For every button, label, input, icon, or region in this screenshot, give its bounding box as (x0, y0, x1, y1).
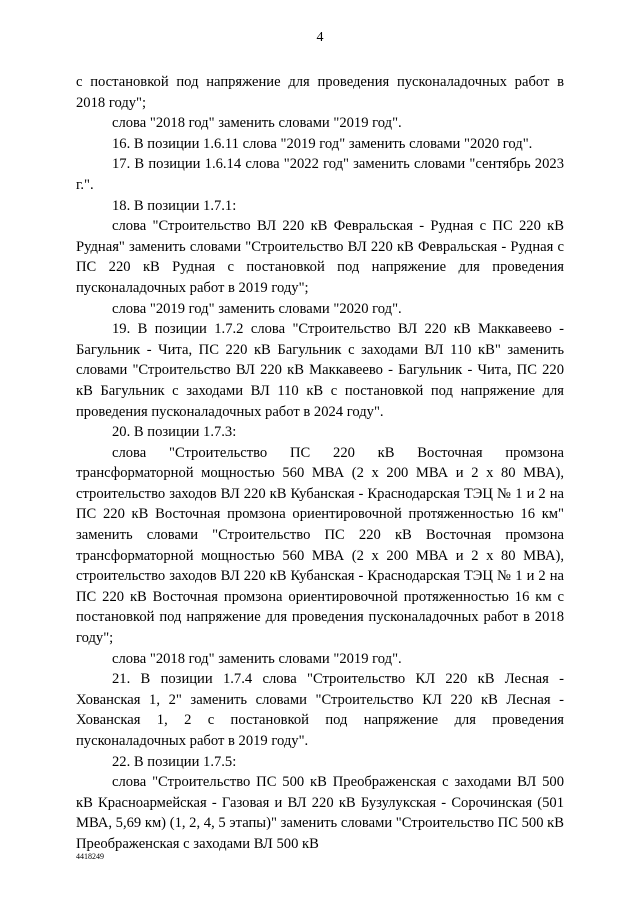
paragraph: 18. В позиции 1.7.1: (112, 197, 237, 214)
document-code: 4418249 (76, 852, 104, 861)
paragraph: с постановкой под напряжение для проведения пусконаладочных работ в 2018 году"; (76, 74, 564, 111)
paragraph: слова "2018 год" заменить словами "2019 год". (112, 115, 402, 132)
paragraph: 16. В позиции 1.6.11 слова "2019 год" заменить словами "2020 год". (112, 135, 533, 152)
paragraph: 17. В позиции 1.6.14 слова "2022 год" заменить словами "сентябрь 2023 г.". (76, 156, 564, 193)
document-body (76, 72, 564, 855)
paragraph: слова "2019 год" заменить словами "2020 год". (112, 300, 402, 317)
page-number: 4 (316, 30, 324, 45)
paragraph: 22. В позиции 1.7.5: (112, 753, 237, 770)
paragraph: 20. В позиции 1.7.3: (112, 424, 237, 441)
paragraph: слова "Строительство ПС 220 кВ Восточная промзона трансформаторной мощностью 560 МВА (2 х 200 МВА и 2 х 80 МВА), строительство заходов ВЛ 220 кВ Кубанская - Краснодарская ТЭЦ № 1 и 2 на ПС 220 кВ Восточная промзона ориентировочной протяженностью 16 км" заменить словами "Строительство ПС 220 кВ Восточная промзона трансформаторной мощностью 560 МВА (2 х 200 МВА и 2 х 80 МВА), строительство заходов ВЛ 220 кВ Кубанская - Краснодарская ТЭЦ № 1 и 2 на ПС 220 кВ Восточная промзона ориентировочной протяженностью 16 км с постановкой под напряжение для проведения пусконаладочных работ в 2018 году"; (76, 444, 564, 647)
paragraph: слова "Строительство ВЛ 220 кВ Февральская - Рудная с ПС 220 кВ Рудная" заменить словами "Строительство ВЛ 220 кВ Февральская - Рудная с ПС 220 кВ Рудная с постановкой под напряжение для проведения пусконаладочных работ в 2019 году"; (76, 218, 564, 296)
paragraph: слова "2018 год" заменить словами "2019 год". (112, 650, 402, 667)
paragraph: слова "Строительство ПС 500 кВ Преображенская с заходами ВЛ 500 кВ Красноармейская - Газовая и ВЛ 220 кВ Бузулукская - Сорочинская (501 МВА, 5,69 км) (1, 2, 4, 5 этапы)" заменить словами "Строительство ПС 500 кВ Преображенская с заходами ВЛ 500 кВ (76, 774, 564, 852)
paragraph: 21. В позиции 1.7.4 слова "Строительство КЛ 220 кВ Лесная - Хованская 1, 2" заменить словами "Строительство КЛ 220 кВ Лесная - Хованская 1, 2 с постановкой под напряжение для проведения пусконаладочных работ в 2019 году". (76, 671, 564, 749)
paragraph: 19. В позиции 1.7.2 слова "Строительство ВЛ 220 кВ Маккавеево - Багульник - Чита, ПС 220 кВ Багульник с заходами ВЛ 110 кВ" заменить словами "Строительство ВЛ 220 кВ Маккавеево - Багульник - Чита, ПС 220 кВ Багульник с заходами ВЛ 110 кВ с постановкой под напряжение для проведения пусконаладочных работ в 2024 году". (76, 321, 564, 420)
